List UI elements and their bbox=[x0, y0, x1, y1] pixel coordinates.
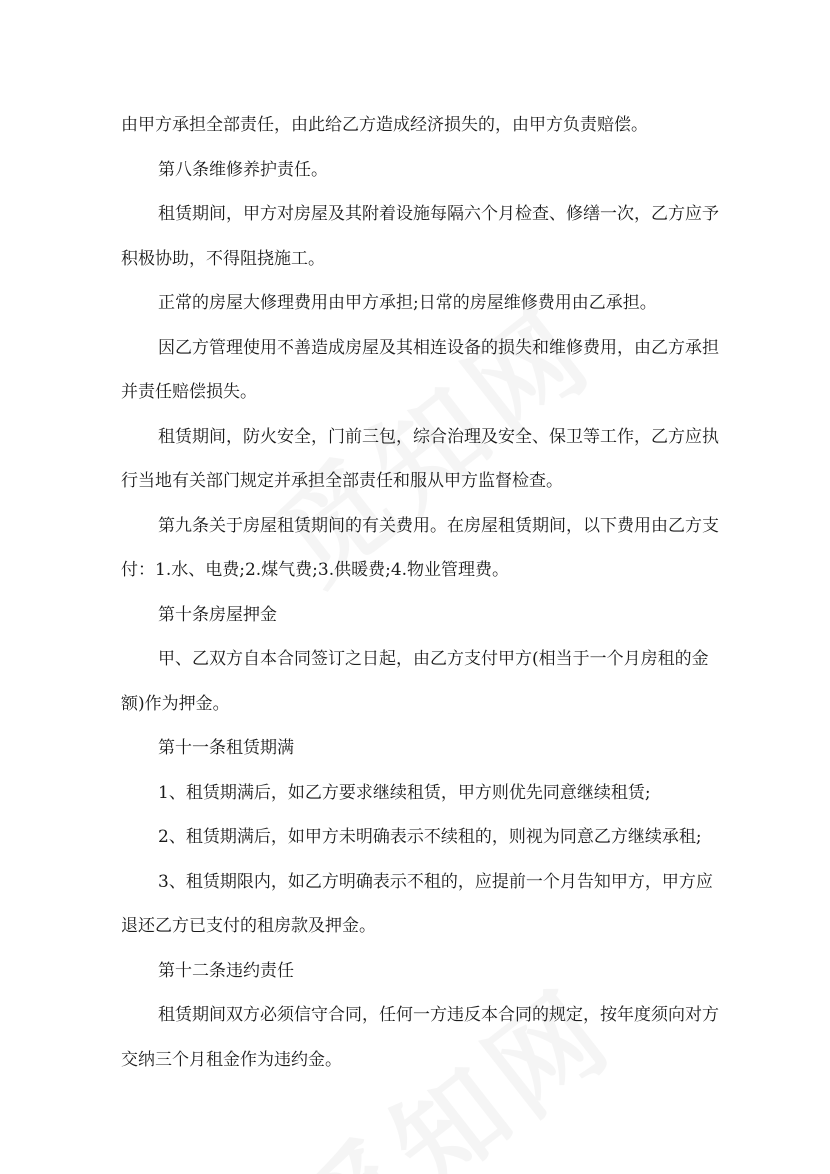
paragraph-line: 租赁期间双方必须信守合同，任何一方违反本合同的规定，按年度须向对方 bbox=[158, 1005, 719, 1025]
paragraph bbox=[121, 103, 721, 148]
paragraph bbox=[121, 593, 721, 638]
paragraph bbox=[121, 637, 721, 726]
paragraph-line: 并责任赔偿损失。 bbox=[121, 382, 257, 402]
paragraph bbox=[121, 326, 721, 415]
paragraph-line: 正常的房屋大修理费用由甲方承担;日常的房屋维修费用由乙承担。 bbox=[158, 293, 657, 313]
paragraph-line: 由甲方承担全部责任，由此给乙方造成经济损失的，由甲方负责赔偿。 bbox=[121, 115, 648, 135]
paragraph-line: 第十一条租赁期满 bbox=[158, 738, 294, 758]
paragraph-line: 第八条维修养护责任。 bbox=[158, 159, 328, 180]
paragraph bbox=[121, 726, 721, 771]
paragraph-line: 行当地有关部门规定并承担全部责任和服从甲方监督检查。 bbox=[121, 471, 563, 491]
paragraph-line: 因乙方管理使用不善造成房屋及其相连设备的损失和维修费用，由乙方承担 bbox=[158, 337, 719, 358]
paragraph bbox=[121, 148, 721, 193]
paragraph-line: 租赁期间，防火安全，门前三包，综合治理及安全、保卫等工作，乙方应执 bbox=[158, 426, 719, 447]
paragraph-line: 1、租赁期满后，如乙方要求继续租赁，甲方则优先同意继续租赁; bbox=[158, 782, 651, 803]
paragraph-line: 第十条房屋押金 bbox=[158, 604, 277, 625]
paragraph bbox=[121, 771, 721, 816]
document-body bbox=[121, 103, 721, 1082]
paragraph bbox=[121, 860, 721, 949]
paragraph-line: 租赁期间，甲方对房屋及其附着设施每隔六个月检查、修缮一次，乙方应予 bbox=[158, 204, 719, 224]
paragraph-line: 退还乙方已支付的租房款及押金。 bbox=[121, 916, 376, 936]
paragraph-line: 第九条关于房屋租赁期间的有关费用。在房屋租赁期间，以下费用由乙方支 bbox=[158, 515, 719, 536]
paragraph-line: 3、租赁期限内，如乙方明确表示不租的，应提前一个月告知甲方，甲方应 bbox=[158, 871, 713, 892]
paragraph-line: 交纳三个月租金作为违约金。 bbox=[121, 1049, 342, 1070]
paragraph-line: 额)作为押金。 bbox=[121, 693, 230, 714]
paragraph bbox=[121, 504, 721, 593]
paragraph bbox=[121, 949, 721, 994]
paragraph bbox=[121, 415, 721, 504]
paragraph bbox=[121, 993, 721, 1082]
paragraph-line: 付：1.水、电费;2.煤气费;3.供暖费;4.物业管理费。 bbox=[121, 560, 510, 580]
paragraph bbox=[121, 281, 721, 326]
paragraph bbox=[121, 815, 721, 860]
paragraph-line: 2、租赁期满后，如甲方未明确表示不续租的，则视为同意乙方继续承租; bbox=[158, 827, 702, 847]
paragraph-line: 第十二条违约责任 bbox=[158, 960, 294, 981]
paragraph-line: 甲、乙双方自本合同签订之日起，由乙方支付甲方(相当于一个月房租的金 bbox=[158, 649, 709, 669]
paragraph bbox=[121, 192, 721, 281]
paragraph-line: 积极协助，不得阻挠施工。 bbox=[121, 248, 325, 269]
